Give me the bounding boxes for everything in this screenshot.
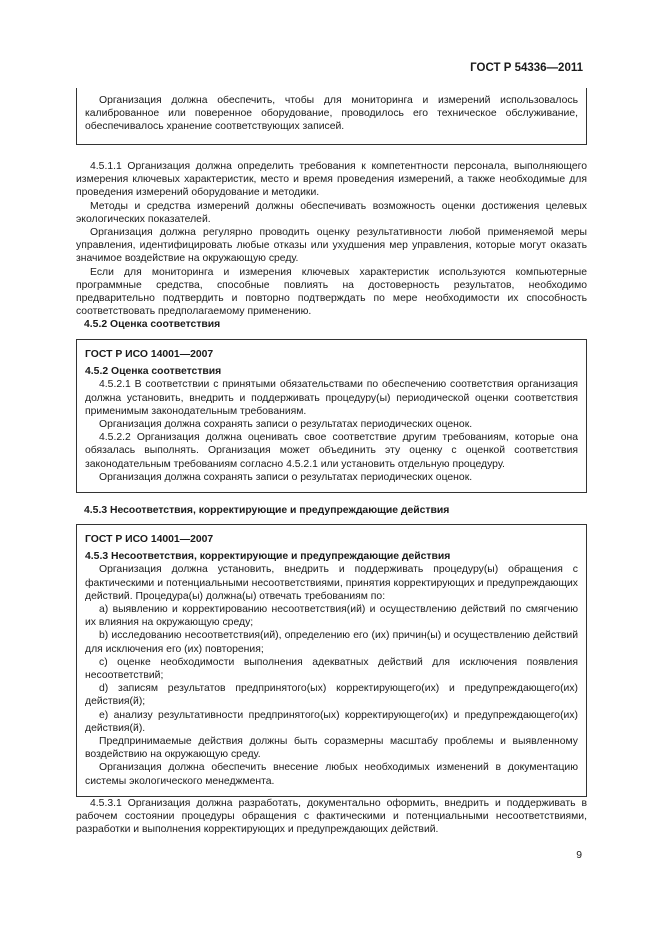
paragraph: Организация должна регулярно проводить оценку результативности любой применяемой меры управления, идентифицировать любые отказы или ухудшения мер управления, которые могут оказать значимое воздействие на окружающую среду. <box>76 227 587 265</box>
list-item: a) выявлению и корректированию несоответствия(ий) и осуществлению действий по смягчению их влияния на окружающую среду; <box>85 604 578 629</box>
paragraph: 4.5.3.1 Организация должна разработать, документально оформить, внедрить и поддерживать в рабочем состоянии процедуры обращения с фактическими и потенциальными несоответствиями, разработки и выполнения корректирующих и предупреждающих действий. <box>76 798 587 836</box>
standard-quote-box-4-5-3 <box>76 524 587 797</box>
paragraph: 4.5.1.1 Организация должна определить требования к компетентности персонала, выполняющего измерения ключевых характеристик, место и время проведения измерений, а также необходимые для проведения измерений оборудование и методики. <box>76 161 587 199</box>
document-code-header: ГОСТ Р 54336—2011 <box>470 62 583 74</box>
list-item: d) записям результатов предпринятого(ых) корректирующего(их) и предупреждающего(их) действия(й); <box>85 683 578 708</box>
page-number: 9 <box>576 850 582 861</box>
standard-reference: ГОСТ Р ИСО 14001—2007 <box>85 534 214 545</box>
standard-reference: ГОСТ Р ИСО 14001—2007 <box>85 349 214 360</box>
paragraph: Если для мониторинга и измерения ключевых характеристик используются компьютерные программные средства, способные повлиять на достоверность результатов, необходимо предварительно подтвердить и повторно подтверждать по мере необходимости их способность соответствовать предполагаемому применению. <box>76 266 587 318</box>
paragraph: 4.5.2.1 В соответствии с принятыми обязательствами по обеспечению соответствия организация должна установить, внедрить и поддерживать процедуру(ы) периодической оценки соответствия применимым законодательным требованиям. <box>85 379 578 417</box>
heading-4-5-3-container <box>76 504 587 517</box>
paragraph: 4.5.2.2 Организация должна оценивать свое соответствие другим требованиям, которые она обязалась выполнять. Организация может объединить эту оценку с оценкой соответствия законодательным требованиям согласно 4.5.2.1 или установить отдельную процедуру. <box>85 432 578 470</box>
paragraph: Организация должна сохранять записи о результатах периодических оценок. <box>99 471 473 483</box>
list-item: b) исследованию несоответствия(ий), определению его (их) причин(ы) и осуществлению действий для исключения его (их) повторения; <box>85 630 578 655</box>
standard-quote-box-continued <box>76 88 587 145</box>
standard-quote-box-4-5-2 <box>76 339 587 493</box>
section-4-5-1-1 <box>76 160 587 332</box>
section-heading: 4.5.2 Оценка соответствия <box>84 319 221 331</box>
box-heading: 4.5.2 Оценка соответствия <box>85 366 222 378</box>
section-heading: 4.5.3 Несоответствия, корректирующие и предупреждающие действия <box>84 505 450 516</box>
paragraph: Организация должна обеспечить внесение любых необходимых изменений в документацию системы экологического менеджмента. <box>85 762 578 787</box>
paragraph: Предпринимаемые действия должны быть соразмерны масштабу проблемы и выявленному воздействию на окружающую среду. <box>85 736 578 761</box>
list-item: c) оценке необходимости выполнения адекватных действий для исключения появления несоответствий; <box>85 656 578 682</box>
section-4-5-3-1 <box>76 797 587 837</box>
box-heading: 4.5.3 Несоответствия, корректирующие и предупреждающие действия <box>85 551 451 563</box>
list-item: e) анализу результативности предпринятого(ых) корректирующего(их) и предупреждающего(их) действия(й). <box>85 709 578 734</box>
quote-paragraph: Организация должна обеспечить, чтобы для мониторинга и измерений использовалось калиброванное или поверенное оборудование, проводилось его техническое обслуживание, обеспечивалось хранение соответствующих записей. <box>85 95 578 133</box>
paragraph: Организация должна сохранять записи о результатах периодических оценок. <box>99 419 473 431</box>
paragraph: Методы и средства измерений должны обеспечивать возможность оценки достижения целевых экологических показателей. <box>76 200 587 225</box>
paragraph: Организация должна установить, внедрить и поддерживать процедуру(ы) обращения с фактическими и потенциальными несоответствиями, принятия корректирующих и предупреждающих действий. Процедура(ы) должна(ы) отвечать требованиям по: <box>85 564 578 602</box>
